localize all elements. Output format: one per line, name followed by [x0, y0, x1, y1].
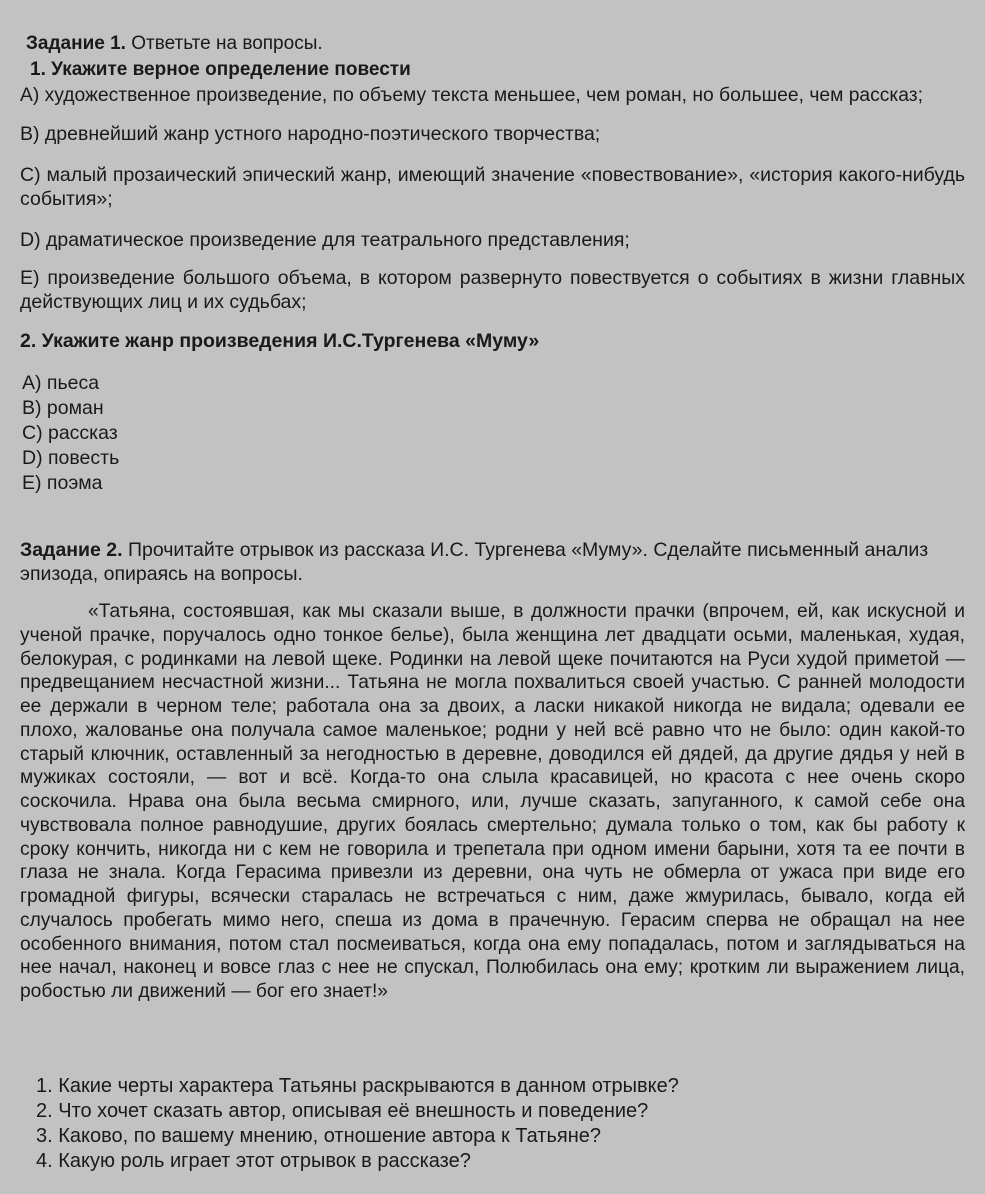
q2-option-d: D) повесть	[22, 447, 120, 469]
analysis-question-4: 4. Какую роль играет этот отрывок в рассказе?	[36, 1150, 471, 1172]
analysis-question-2: 2. Что хочет сказать автор, описывая её внешность и поведение?	[36, 1100, 649, 1122]
analysis-question-3: 3. Каково, по вашему мнению, отношение автора к Татьяне?	[36, 1125, 601, 1147]
question2-heading: 2. Укажите жанр произведения И.С.Тургенева «Муму»	[20, 330, 540, 352]
q2-option-c: C) рассказ	[22, 422, 118, 444]
q1-option-d: D) драматическое произведение для театрального представления;	[20, 229, 630, 251]
task1-title	[26, 32, 323, 56]
q1-option-c	[20, 163, 965, 211]
q2-option-b: B) роман	[22, 397, 104, 419]
q1-option-a: A) художественное произведение, по объему текста меньшее, чем роман, но большее, чем рассказ;	[20, 85, 923, 106]
q2-option-e: E) поэма	[22, 472, 103, 494]
q1-option-b: B) древнейший жанр устного народно-поэтического творчества;	[20, 123, 601, 145]
analysis-question-1: 1. Какие черты характера Татьяны раскрываются в данном отрывке?	[36, 1075, 679, 1097]
task2-title-rest: Прочитайте отрывок из рассказа И.С. Тургенева «Муму». Сделайте письменный анализ эпизода, опираясь на вопросы.	[20, 539, 929, 585]
q1-option-e: E) произведение большого объема, в котором развернуто повествуется о событиях в жизни главных действующих лиц и их судьбах;	[20, 267, 965, 313]
task2-title-bold: Задание 2.	[20, 539, 123, 561]
q2-option-a: A) пьеса	[22, 372, 100, 394]
task1-title-rest: Ответьте на вопросы.	[125, 33, 323, 54]
q1-option-c-text: C) малый прозаический эпический жанр, имеющий значение «повествование», «история какого-нибудь события»;	[20, 164, 965, 210]
task1-title-bold: Задание 1.	[26, 33, 126, 54]
question1-heading: 1. Укажите верное определение повести	[30, 59, 411, 80]
passage-text: «Татьяна, состоявшая, как мы сказали выше, в должности прачки (впрочем, ей, как искусной и ученой прачке, поручалось одно тонкое белье), была женщина лет двадцати осьми, маленькая, худая, белокурая, с родинками на левой щеке. Родинки на левой щеке почитаются на Руси худой приметой — предвещанием несчастной жизни... Татьяна не могла похвалиться своей участью. С ранней молодости ее держали в черном теле; работала она за двоих, а ласки никакой никогда не видала; одевали ее плохо, жалованье она получала самое маленькое; родни у ней всё равно что не было: один какой-то старый ключник, оставленный за негодностью в деревне, доводился ей дядей, да другие дядья у ней в мужиках состояли, — вот и всё. Когда-то она слыла красавицей, но красота с нее очень скоро соскочила. Нрава она была весьма смирного, или, лучше сказать, запуганного, к самой себе она чувствовала полное равнодушие, других боялась смертельно; думала только о том, как бы работу к сроку кончить, никогда ни с кем не говорила и трепетала при одном имени барыни, хотя та ее почти в глаза не знала. Когда Герасима привезли из деревни, она чуть не обмерла от ужаса при виде его громадной фигуры, всячески старалась не встречаться с ним, даже жмурилась, бывало, когда ей случалось пробегать мимо него, спеша из дома в прачечную. Герасим сперва не обращал на нее особенного внимания, потом стал посмеиваться, когда она ему попадалась, потом и заглядываться на нее начал, наконец и вовсе глаз с нее не спускал, Полюбилась она ему; кротким ли выражением лица, робостью ли движений — бог его знает!»	[20, 601, 965, 1002]
task2-title	[20, 538, 965, 586]
